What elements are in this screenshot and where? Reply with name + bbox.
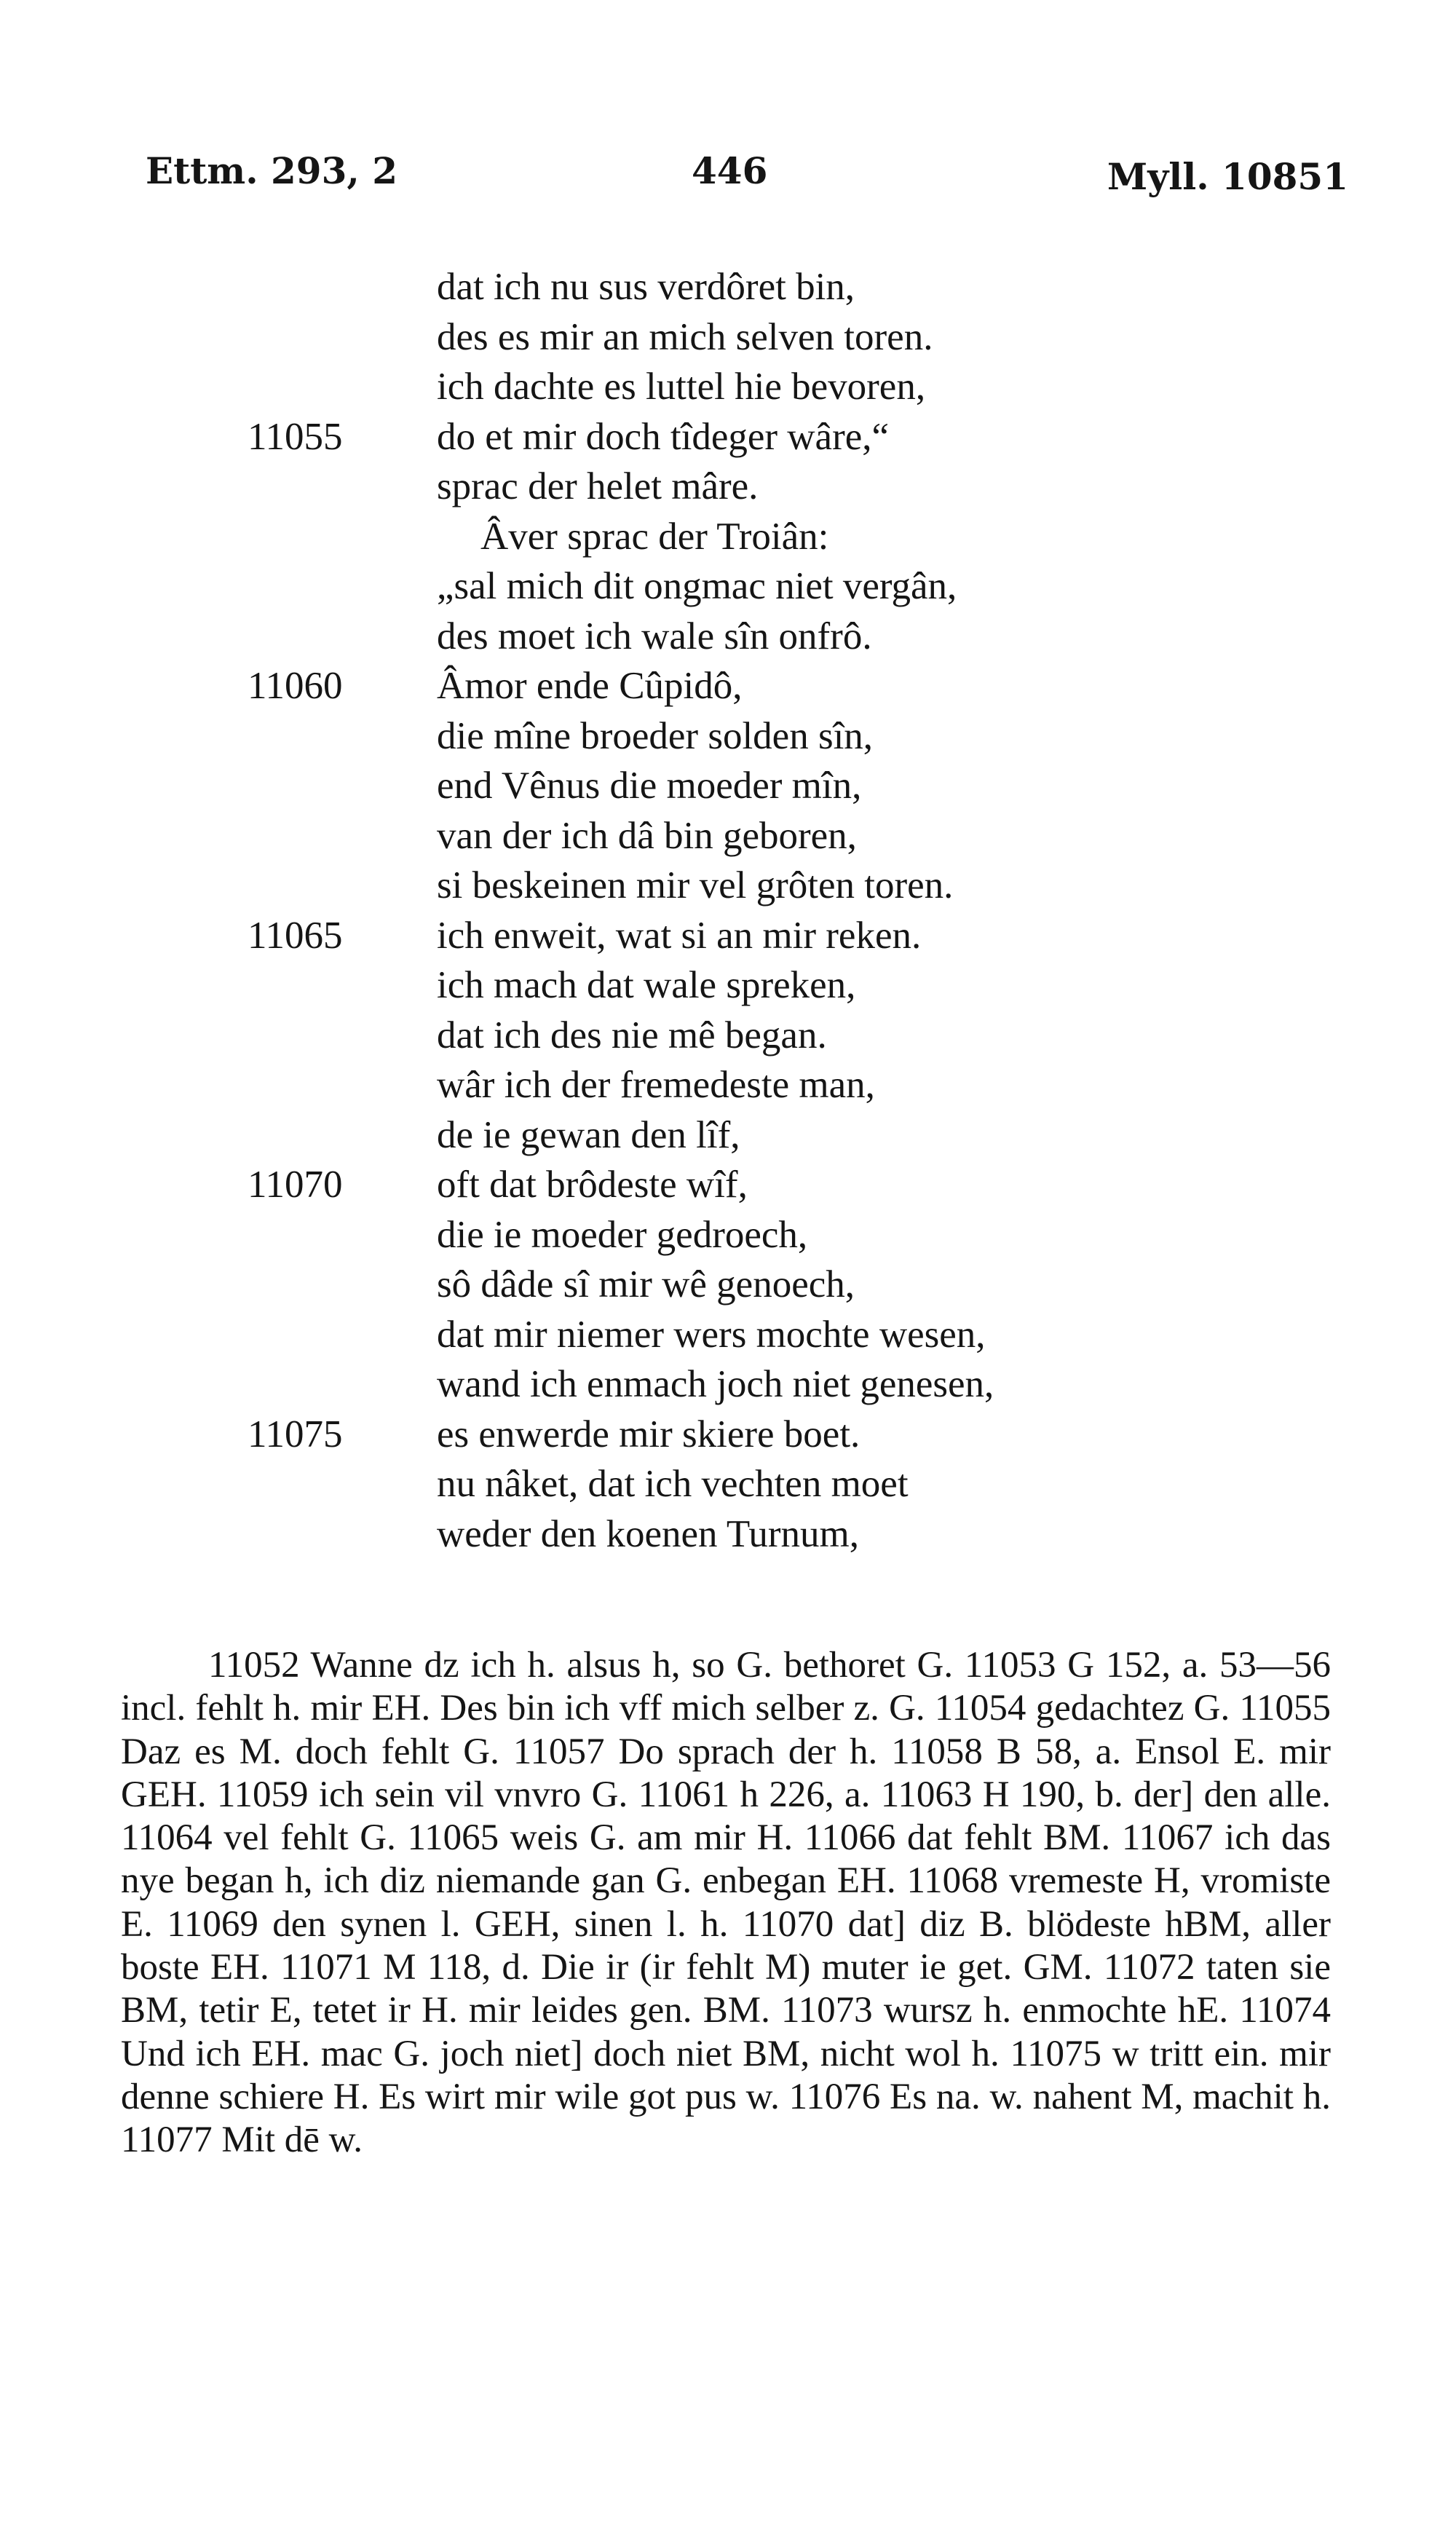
verse-line	[0, 362, 1456, 412]
page-number: 446	[692, 149, 768, 192]
verse-line	[0, 1260, 1456, 1310]
verse-line	[0, 861, 1456, 911]
line-number: 11075	[248, 1413, 343, 1455]
verse-line	[0, 1359, 1456, 1410]
verse-line	[0, 612, 1456, 662]
verse-text: nu nâket, dat ich vechten moet	[437, 1463, 909, 1505]
verse-line	[0, 761, 1456, 811]
critical-apparatus: 11052 Wanne dz ich h. alsus h, so G. bethoret G. 11053 G 152, a. 53—56 incl. fehlt h. mir EH. Des bin ich vff mich selber z. G. 11054 gedachtez G. 11055 Daz es M. doch fehlt G. 11057 Do sprach der h. 11058 B 58, a. Ensol E. mir GEH. 11059 ich sein vil vnvro G. 11061 h 226, a. 11063 H 190, b. der] den alle. 11064 vel fehlt G. 11065 weis G. am mir H. 11066 dat fehlt BM. 11067 ich das nye began h, ich diz niemande gan G. enbegan EH. 11068 vremeste H, vromiste E. 11069 den synen l. GEH, sinen l. h. 11070 dat] diz B. blödeste hBM, aller boste EH. 11071 M 118, d. Die ir (ir fehlt M) muter ie get. GM. 11072 taten sie BM, tetir E, tetet ir H. mir leides gen. BM. 11073 wursz h. enmochte hE. 11074 Und ich EH. mac G. joch niet] doch niet BM, nicht wol h. 11075 w tritt ein. mir denne schiere H. Es wirt mir wile got pus w. 11076 Es na. w. nahent M, machit h. 11077 Mit dē w.	[121, 1645, 1331, 2161]
verse-line	[0, 1011, 1456, 1061]
verse-line	[0, 711, 1456, 762]
verse-line	[0, 262, 1456, 312]
line-number: 11065	[248, 914, 343, 957]
verse-text: do et mir doch tîdeger wâre,“	[437, 415, 890, 458]
verse-text: ich dachte es luttel hie bevoren,	[437, 366, 926, 408]
verse-text: si beskeinen mir vel grôten toren.	[437, 864, 954, 906]
line-number: 11070	[248, 1164, 343, 1206]
verse-text: dat ich des nie mê began.	[437, 1014, 827, 1056]
verse-text: ich enweit, wat si an mir reken.	[437, 914, 922, 957]
verse-line	[0, 1459, 1456, 1509]
verse-text: dat ich nu sus verdôret bin,	[437, 266, 855, 308]
verse-text: end Vênus die moeder mîn,	[437, 765, 862, 807]
verse-text: des es mir an mich selven toren.	[437, 315, 933, 358]
verse-line	[0, 412, 1456, 462]
verse-text: wand ich enmach joch niet genesen,	[437, 1363, 994, 1405]
page-header	[0, 149, 1456, 208]
verse-line	[0, 561, 1456, 612]
verse-text: van der ich dâ bin geboren,	[437, 814, 857, 857]
header-right-reference: Myll. 10851	[1107, 155, 1348, 198]
verse-text: dat mir niemer wers mochte wesen,	[437, 1313, 986, 1356]
poem-text	[0, 262, 1456, 1559]
verse-line	[0, 1210, 1456, 1260]
verse-line	[0, 811, 1456, 861]
verse-text: „sal mich dit ongmac niet vergân,	[437, 565, 957, 607]
verse-text: sprac der helet mâre.	[437, 465, 759, 507]
verse-text: wâr ich der fremedeste man,	[437, 1064, 875, 1106]
verse-line	[0, 911, 1456, 961]
verse-text: de ie gewan den lîf,	[437, 1113, 740, 1156]
verse-text: ich mach dat wale spreken,	[437, 964, 856, 1006]
verse-text: die ie moeder gedroech,	[437, 1213, 808, 1256]
line-number: 11060	[248, 665, 343, 707]
verse-text: es enwerde mir skiere boet.	[437, 1413, 860, 1455]
verse-text: des moet ich wale sîn onfrô.	[437, 615, 872, 657]
verse-line	[0, 661, 1456, 711]
verse-line	[0, 1310, 1456, 1360]
verse-text: oft dat brôdeste wîf,	[437, 1164, 748, 1206]
verse-line	[0, 462, 1456, 512]
verse-line	[0, 312, 1456, 363]
verse-line	[0, 512, 1456, 562]
verse-text: Âver sprac der Troiân:	[480, 515, 829, 558]
verse-text: sô dâde sî mir wê genoech,	[437, 1263, 855, 1305]
verse-line	[0, 1509, 1456, 1560]
verse-line	[0, 1110, 1456, 1161]
verse-text: die mîne broeder solden sîn,	[437, 714, 874, 757]
verse-line	[0, 1060, 1456, 1110]
verse-line	[0, 960, 1456, 1011]
verse-text: weder den koenen Turnum,	[437, 1512, 859, 1555]
verse-line	[0, 1410, 1456, 1460]
line-number: 11055	[248, 415, 343, 458]
header-left-reference: Ettm. 293, 2	[146, 149, 397, 192]
verse-text: Âmor ende Cûpidô,	[437, 665, 743, 707]
verse-line	[0, 1160, 1456, 1210]
